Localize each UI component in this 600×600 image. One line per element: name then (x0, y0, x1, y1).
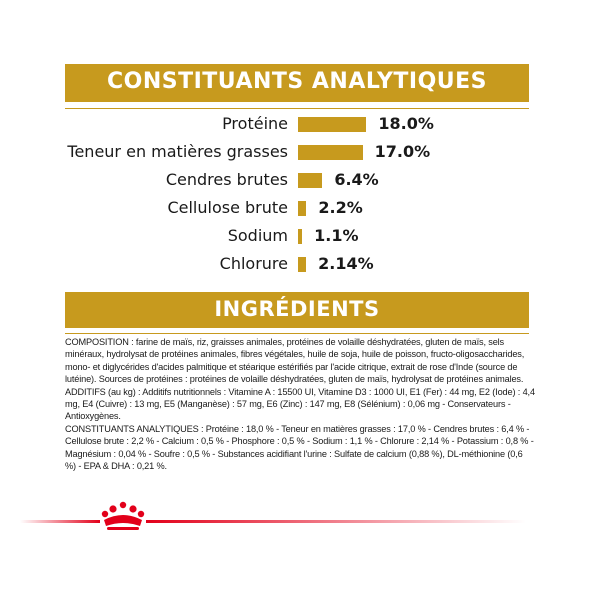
ingredients-additives: ADDITIFS (au kg) : Additifs nutritionnels : Vitamine A : 15500 UI, Vitamine D3 : 1000 UI, E1 (Fer) : 44 mg, E2 (Iode) : 4,4 mg, E4 (Cuivre) : 13 mg, E5 (Manganèse) : 57 mg, E6 (Zinc) : 147 mg, E8 (Sélénium) : 0,06 mg - Conservateurs - Antioxygènes. (65, 386, 535, 422)
ingredients-composition: COMPOSITION : farine de maïs, riz, graisses animales, protéines de volaille déshydratées, gluten de maïs, sels minéraux, hydrolysat de protéines animales, fibres végétales, huile de soja, huile de poisson, fructo-oligosaccharides, mono- et diglycérides d'acides palmitique et stéarique estérifiés par l'acide citrique, extrait de rose d'Inde (source de lutéine). Sources de protéines : protéines de volaille déshydratées, gluten de maïs, hydrolysat de protéines animales. (65, 337, 525, 385)
analytics-row-bar (298, 229, 302, 244)
analytics-row-bar (298, 117, 366, 132)
analytics-row-label: Teneur en matières grasses (67, 142, 288, 161)
analytics-row-value: 1.1% (314, 226, 359, 245)
analytics-row-label: Sodium (227, 226, 288, 245)
analytics-row-value: 17.0% (374, 142, 431, 161)
analytics-row-bar (298, 201, 306, 216)
analytics-row-chloride (0, 250, 600, 278)
analytics-row-sodium (0, 222, 600, 250)
analytics-header (65, 64, 529, 102)
ingredients-title: INGRÉDIENTS (214, 297, 380, 321)
ingredients-text (65, 336, 535, 472)
analytics-row-label: Cendres brutes (165, 170, 288, 189)
analytics-row-fat (0, 138, 600, 166)
analytics-row-label: Protéine (222, 114, 288, 133)
analytics-row-bar (298, 145, 363, 160)
crown-logo-icon (100, 500, 146, 532)
ingredients-header (65, 292, 529, 328)
analytics-row-bar (298, 257, 306, 272)
analytics-row-label: Cellulose brute (167, 198, 288, 217)
analytics-row-value: 2.2% (318, 198, 363, 217)
ingredients-constituents: CONSTITUANTS ANALYTIQUES : Protéine : 18,0 % - Teneur en matières grasses : 17,0 % - Cendres brutes : 6,4 % - Cellulose brute : 2,2 % - Calcium : 0,5 % - Phosphore : 0,5 % - Sodium : 1,1 % - Chlorure : 2,14 % - Potassium : 0,8 % - Magnésium : 0,04 % - Soufre : 0,5 % - Substances acidifiant l'urine : Sulfate de calcium (0,88 %), DL-méthionine (0,6 %) - EPA & DHA : 0,21 %. (65, 423, 534, 472)
analytics-header-underline (65, 108, 529, 109)
footer-rule-right (146, 520, 526, 523)
ingredients-header-underline (65, 333, 529, 334)
analytics-title: CONSTITUANTS ANALYTIQUES (106, 69, 488, 94)
analytics-row-protein (0, 110, 600, 138)
footer-rule-left (20, 520, 100, 523)
analytics-row-bar (298, 173, 322, 188)
analytics-row-value: 18.0% (378, 114, 434, 133)
analytics-row-ash (0, 166, 600, 194)
analytics-row-label: Chlorure (219, 254, 288, 273)
analytics-row-value: 6.4% (334, 170, 379, 189)
analytics-row-value: 2.14% (318, 254, 374, 273)
analytics-row-fibre (0, 194, 600, 222)
